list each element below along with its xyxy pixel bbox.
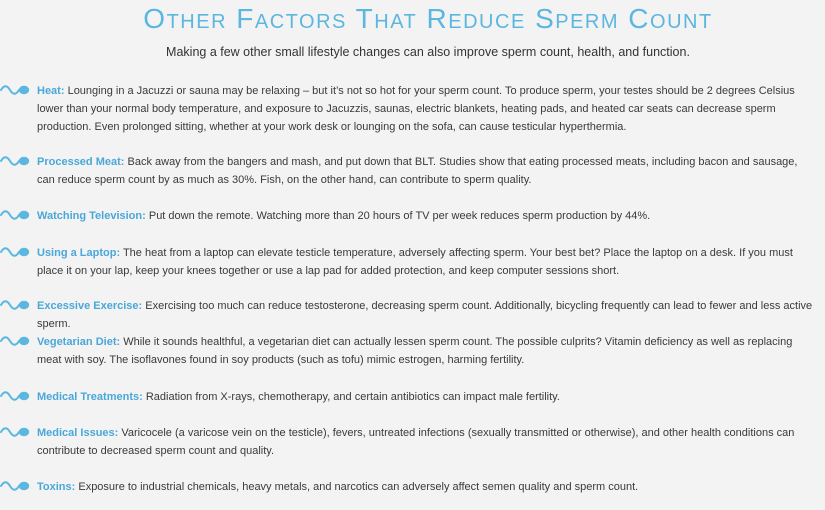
factor-description: Exercising too much can reduce testosterone, decreasing sperm count. Additionally, bicycling frequently can lead to fewer and less active sperm. [37,300,813,330]
sperm-icon [0,390,30,402]
factor-text [37,82,817,136]
factor-description: While it sounds healthful, a vegetarian diet can actually lessen sperm count. The possible culprits? Vitamin deficiency as well as replacing meat with soy. The isoflavones found in soy products (such as tofu) mimic estrogen, harming fertility. [37,336,793,366]
page-subtitle: Making a few other small lifestyle changes can also improve sperm count, health, and function. [166,45,690,59]
factor-text [37,333,817,369]
factor-description: Varicocele (a varicose vein on the testicle), fevers, untreated infections (sexually transmitted or otherwise), and other health conditions can contribute to decreased sperm count and quality. [37,427,795,457]
factor-description: Lounging in a Jacuzzi or sauna may be relaxing – but it’s not so hot for your sperm count. To produce sperm, your testes should be 2 degrees Celsius lower than your normal body temperature, and exposure to Jacuzzis, saunas, electric blankets, heating pads, and heated car seats can decrease sperm production. Even prolonged sitting, whether at your work desk or lounging on the sofa, can cause testicular hyperthermia. [37,85,795,133]
sperm-icon [0,480,30,492]
factor-text [37,153,817,189]
sperm-icon [0,335,30,347]
factor-text [37,244,817,280]
factor-label: Heat: [37,85,65,97]
factor-label: Watching Television: [37,210,146,222]
factor-label: Excessive Exercise: [37,300,143,312]
factor-text [37,207,817,225]
factor-description: Radiation from X-rays, chemotherapy, and certain antibiotics can impact male fertility. [142,391,560,403]
factor-label: Using a Laptop: [37,247,121,259]
factor-text [37,297,817,333]
page-title: Other Factors That Reduce Sperm Count [143,3,713,34]
sperm-icon [0,209,30,221]
sperm-icon [0,246,30,258]
factor-label: Medical Treatments: [37,391,143,403]
factor-label: Medical Issues: [37,427,119,439]
sperm-icon [0,299,30,311]
sperm-icon [0,84,30,96]
sperm-icon [0,426,30,438]
factor-label: Vegetarian Diet: [37,336,121,348]
factor-text [37,424,817,460]
factor-label: Processed Meat: [37,156,125,168]
factor-description: The heat from a laptop can elevate testicle temperature, adversely affecting sperm. Your best bet? Place the laptop on a desk. If you must place it on your lap, keep your knees together or use a lap pad for added protection, and keep computer sessions short. [37,247,793,277]
factor-description: Put down the remote. Watching more than 20 hours of TV per week reduces sperm production by 44%. [145,210,651,222]
factor-text [37,478,817,496]
factor-label: Toxins: [37,481,76,493]
sperm-icon [0,155,30,167]
factor-description: Back away from the bangers and mash, and put down that BLT. Studies show that eating processed meats, including bacon and sausage, can reduce sperm count by as much as 30%. Fish, on the other hand, can contribute to sperm quality. [37,156,798,186]
factor-text [37,388,817,406]
factor-description: Exposure to industrial chemicals, heavy metals, and narcotics can adversely affect semen quality and sperm count. [75,481,639,493]
